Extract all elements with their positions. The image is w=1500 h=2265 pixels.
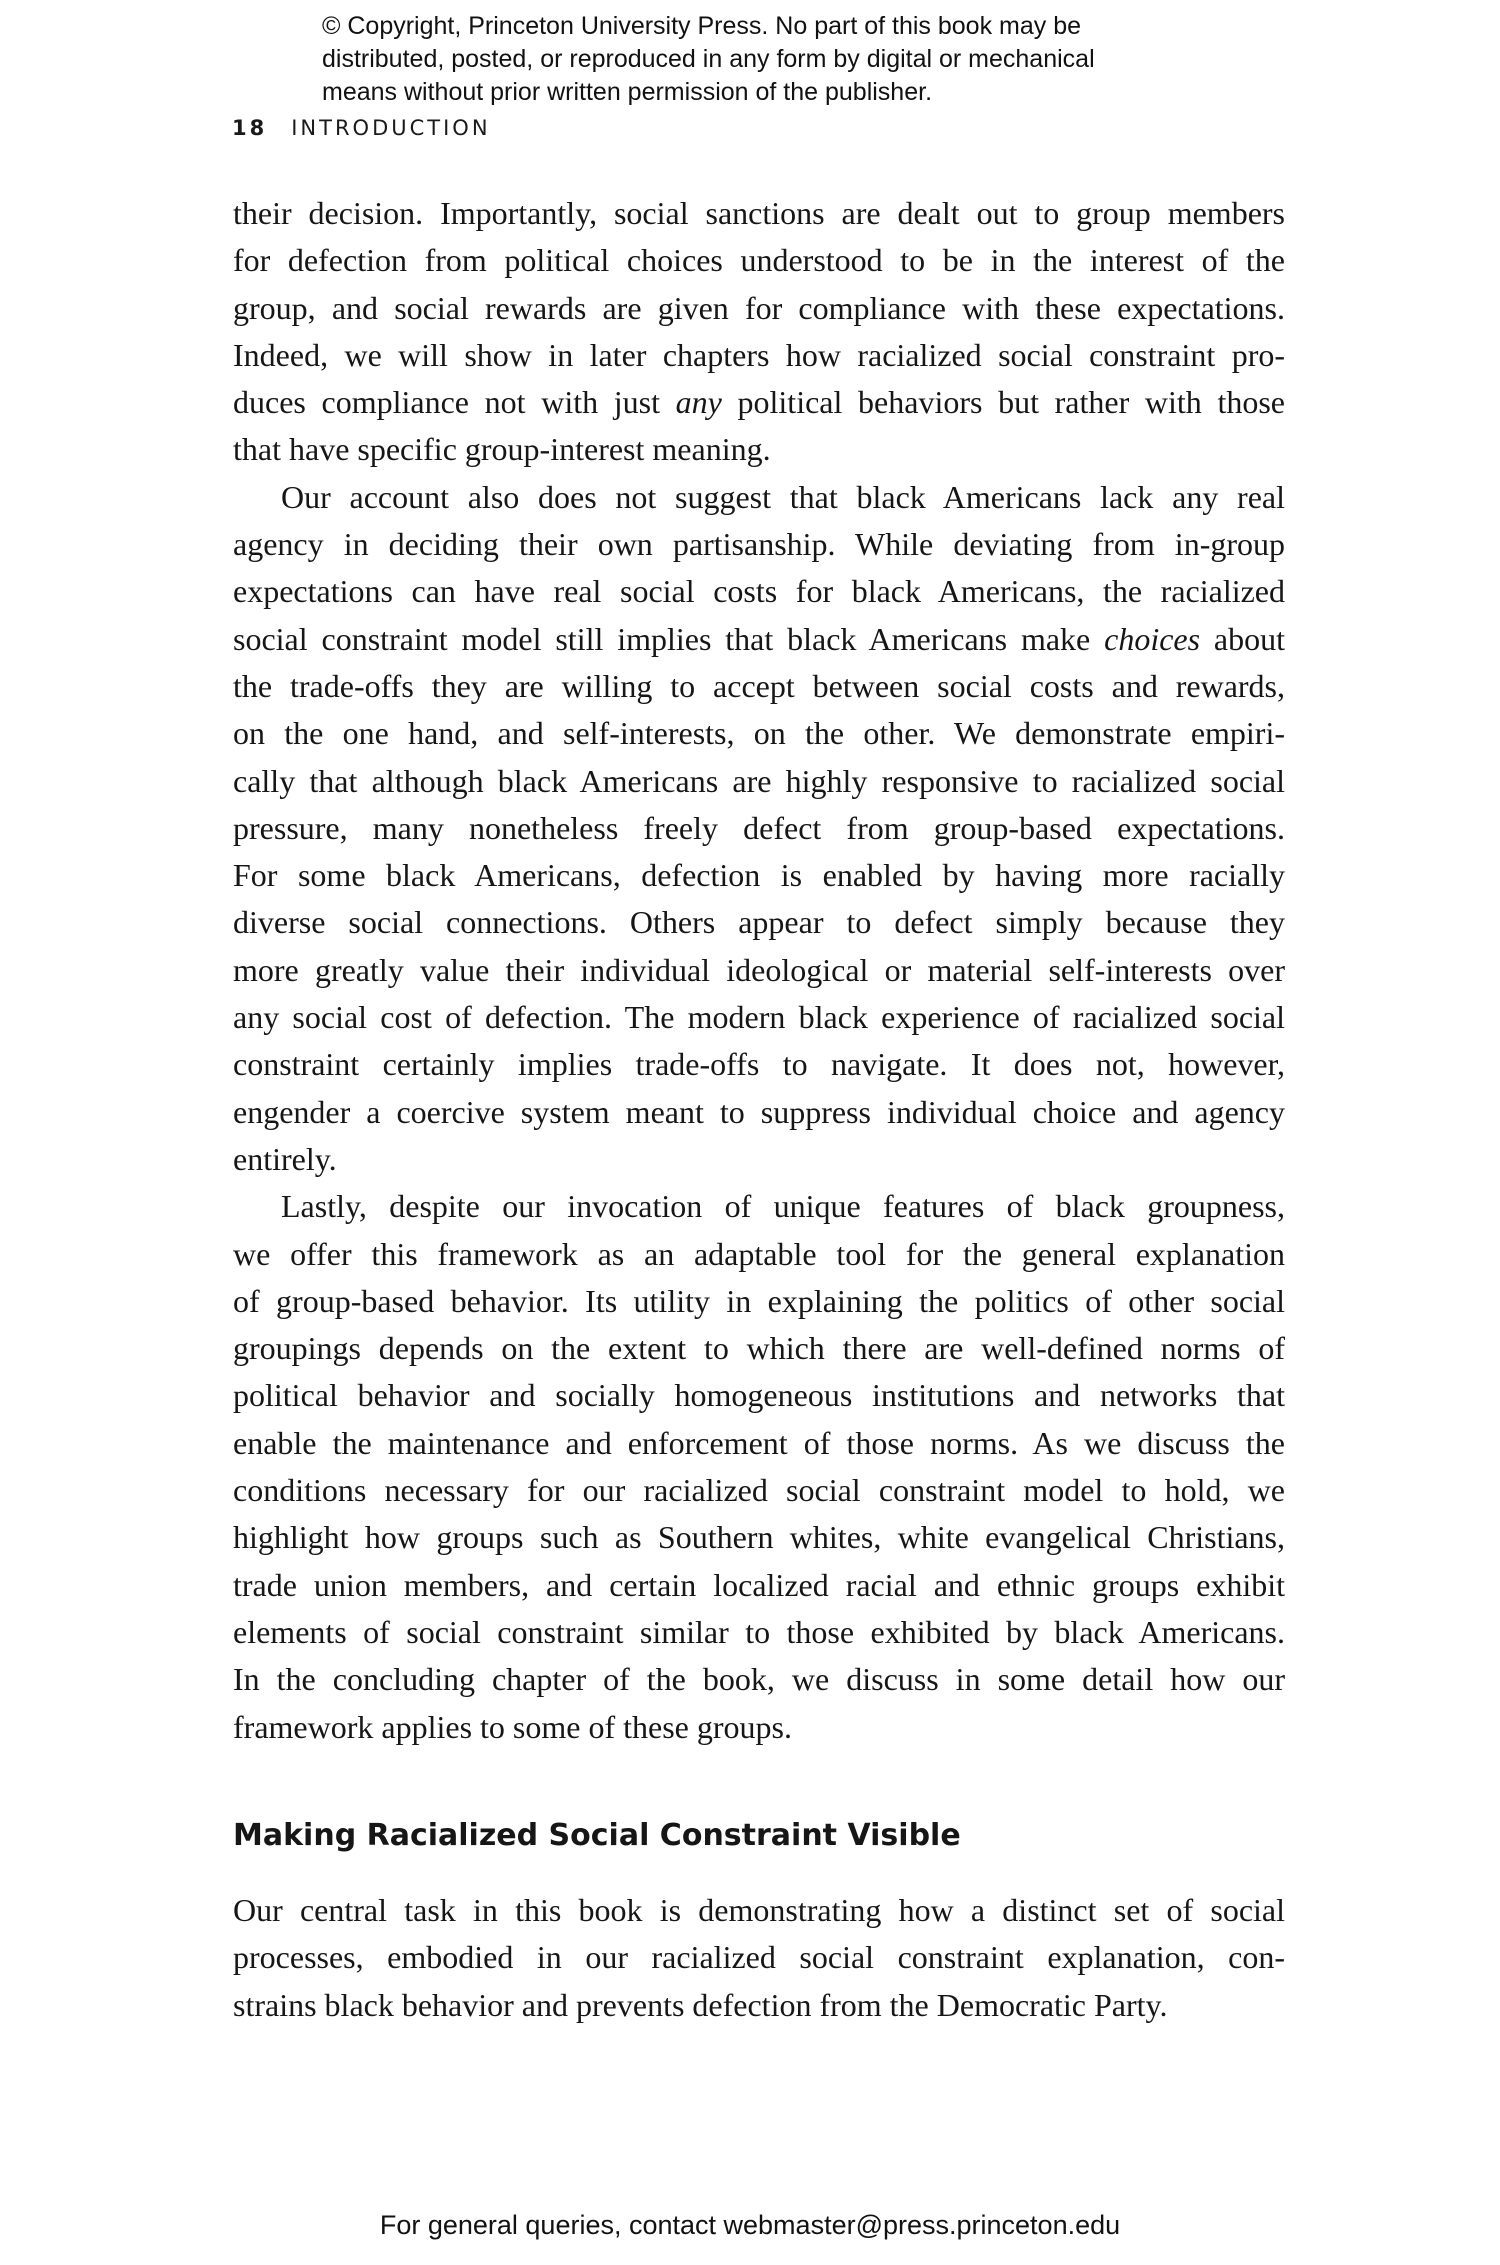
text-line: political behavior and socially homogeneous institutions and networks that [233,1377,1285,1414]
text-line: entirely. [233,1140,337,1177]
running-head [232,116,491,140]
text-line: Indeed, we will show in later chapters how racialized social constraint pro- [233,336,1285,373]
text-line: highlight how groups such as Southern whites, white evangelical Christians, [233,1519,1285,1556]
text-line: trade union members, and certain localized racial and ethnic groups exhibit [233,1566,1285,1603]
text-line: Our account also does not suggest that black Americans lack any real [281,478,1285,515]
main-text [233,190,1285,1751]
paragraph [233,1887,1285,2029]
paragraph [233,190,1285,474]
text-line: Our central task in this book is demonstrating how a distinct set of social [233,1892,1285,1928]
text-line: Lastly, despite our invocation of unique features of black groupness, [281,1188,1285,1225]
text-line: group, and social rewards are given for compliance with these expectations. [233,289,1285,326]
text-line: diverse social connections. Others appear to defect simply because they [233,904,1285,941]
text-line: for defection from political choices understood to be in the interest of the [233,242,1285,279]
text-line: agency in deciding their own partisanship. While deviating from in-group [233,526,1285,563]
text-line: that have specific group-interest meaning. [233,431,771,468]
copyright-line: means without prior written permission of the publisher. [322,78,933,106]
chapter-title: INTRODUCTION [291,116,491,140]
text-line: conditions necessary for our racialized social constraint model to hold, we [233,1472,1285,1509]
paragraph [233,1183,1285,1751]
text-line: we offer this framework as an adaptable tool for the general explanation [233,1235,1285,1272]
text-line: expectations can have real social costs for black Americans, the racialized [233,573,1285,610]
footer-notice: For general queries, contact webmaster@press.princeton.edu [379,2210,1121,2240]
text-line: enable the maintenance and enforcement of those norms. As we discuss the [233,1424,1285,1461]
paragraph [233,474,1285,1183]
text-line: processes, embodied in our racialized social constraint explanation, con- [233,1939,1285,1976]
text-line: pressure, many nonetheless freely defect from group-based expectations. [233,809,1285,846]
text-line: any social cost of defection. The modern black experience of racialized social [233,999,1285,1036]
text-line: cally that although black Americans are highly responsive to racialized social [233,762,1285,799]
text-line: social constraint model still implies that black Americans make choices about [233,620,1286,657]
section-text [233,1887,1285,2029]
text-line: the trade-offs they are willing to accept between social costs and rewards, [233,667,1285,704]
page-number: 18 [232,116,268,140]
text-line: duces compliance not with just any political behaviors but rather with those [233,384,1286,421]
section-heading: Making Racialized Social Constraint Visible [233,1818,961,1853]
emphasis: any [675,384,722,421]
text-line: more greatly value their individual ideological or material self-interests over [233,951,1285,988]
text-line: their decision. Importantly, social sanctions are dealt out to group members [233,195,1285,231]
text-line: engender a coercive system meant to suppress individual choice and agency [233,1093,1285,1130]
text-line: framework applies to some of these groups. [233,1708,792,1745]
text-line: of group-based behavior. Its utility in explaining the politics of other social [233,1282,1285,1319]
copyright-notice [322,10,1222,109]
emphasis: choices [1104,620,1201,657]
text-line: constraint certainly implies trade-offs to navigate. It does not, however, [233,1046,1285,1083]
text-line: on the one hand, and self-interests, on the other. We demonstrate empiri- [233,715,1285,752]
text-line: In the concluding chapter of the book, we discuss in some detail how our [233,1661,1285,1698]
copyright-line: © Copyright, Princeton University Press. No part of this book may be [322,12,1082,40]
text-line: strains black behavior and prevents defection from the Democratic Party. [233,1986,1168,2023]
text-line: groupings depends on the extent to which there are well-defined norms of [233,1330,1285,1367]
text-line: elements of social constraint similar to those exhibited by black Americans. [233,1613,1285,1650]
text-line: For some black Americans, defection is enabled by having more racially [233,857,1285,894]
copyright-line: distributed, posted, or reproduced in any form by digital or mechanical [322,45,1095,73]
